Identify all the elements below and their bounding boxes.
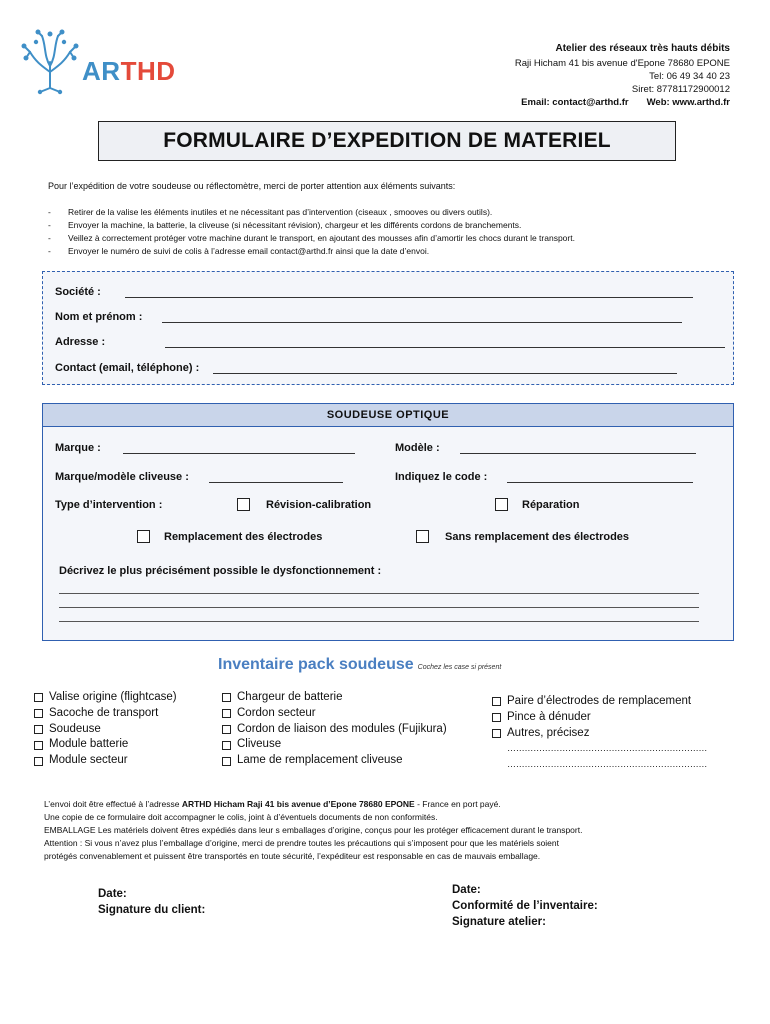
- inventaire-title: Inventaire pack soudeuse: [218, 656, 414, 673]
- remplacement-checkbox[interactable]: [137, 530, 150, 543]
- remplacement-label: Remplacement des électrodes: [164, 530, 323, 543]
- logo-text-thd: THD: [120, 56, 176, 86]
- logo-text: [82, 56, 176, 87]
- decrivez-label: Décrivez le plus précisément possible le dysfonctionnement :: [59, 565, 382, 577]
- company-name: Atelier des réseaux très hauts débits: [555, 43, 730, 54]
- atelier-date-label: Date:: [452, 884, 481, 896]
- inventaire-heading: [218, 656, 501, 674]
- conformite-label: Conformité de l’inventaire:: [452, 900, 598, 912]
- description-line-3[interactable]: [59, 621, 699, 622]
- inventaire-item[interactable]: Valise origine (flightcase): [34, 690, 177, 706]
- nom-label: Nom et prénom :: [55, 311, 143, 323]
- list-item: - Veillez à correctement protéger votre machine durant le transport, en ajoutant des mousses afin d’amortir les chocs durant le transport.: [48, 233, 575, 243]
- company-email: Email: contact@arthd.fr: [521, 97, 629, 108]
- instructions-list: [48, 206, 575, 258]
- checkbox-icon[interactable]: [34, 725, 43, 734]
- adresse-label: Adresse :: [55, 336, 106, 348]
- checkbox-icon[interactable]: [222, 757, 231, 766]
- checkbox-icon[interactable]: [222, 725, 231, 734]
- autres-line-1[interactable]: ……………………………………………………………: [507, 743, 708, 754]
- inventaire-item[interactable]: Chargeur de batterie: [222, 690, 447, 706]
- list-item: - Envoyer le numéro de suivi de colis à l’adresse email contact@arthd.fr ainsi que la date d’envoi.: [48, 246, 430, 256]
- reparation-option[interactable]: [495, 498, 579, 511]
- type-intervention-label: Type d’intervention :: [55, 499, 163, 511]
- company-web: Web: www.arthd.fr: [646, 97, 730, 108]
- checkbox-icon[interactable]: [34, 693, 43, 702]
- inventaire-item[interactable]: Paire d’électrodes de remplacement: [492, 694, 707, 710]
- nom-field[interactable]: [55, 311, 682, 323]
- atelier-signature-block[interactable]: [452, 882, 598, 930]
- marque-input[interactable]: [123, 443, 355, 454]
- remplacement-option[interactable]: [137, 530, 322, 543]
- code-field[interactable]: [395, 471, 693, 483]
- note-line: Attention : Si vous n’avez plus l’emballage d’origine, merci de prendre toutes les précautions qui s’imposent pour que les matériels soient: [44, 838, 560, 848]
- sans-remplacement-checkbox[interactable]: [416, 530, 429, 543]
- shipping-notes: [44, 798, 734, 863]
- cliveuse-label: Marque/modèle cliveuse :: [55, 471, 189, 483]
- marque-field[interactable]: [55, 442, 355, 454]
- soudeuse-section: [42, 403, 734, 641]
- checkbox-icon[interactable]: [492, 729, 501, 738]
- company-info: [515, 42, 730, 109]
- company-siret: Siret: 87781172900012: [631, 84, 730, 95]
- note-line: Une copie de ce formulaire doit accompagner le colis, joint à d’éventuels documents de non conformités.: [44, 812, 438, 822]
- code-input[interactable]: [507, 472, 693, 483]
- code-label: Indiquez le code :: [395, 471, 488, 483]
- description-line-2[interactable]: [59, 607, 699, 608]
- note-line: L’envoi doit être effectué à l’adresse ARTHD Hicham Raji 41 bis avenue d’Epone 78680 EPONE - France en port payé.: [44, 799, 501, 809]
- description-line-1[interactable]: [59, 593, 699, 594]
- societe-input[interactable]: [125, 287, 693, 298]
- sans-remplacement-option[interactable]: [416, 530, 629, 543]
- company-tel: Tel: 06 49 34 40 23: [649, 71, 730, 82]
- inventaire-item[interactable]: Cordon de liaison des modules (Fujikura): [222, 722, 447, 738]
- inventaire-col-2: [222, 690, 447, 769]
- inventaire-col-1: [34, 690, 177, 769]
- marque-label: Marque :: [55, 442, 101, 454]
- intro-text: Pour l’expédition de votre soudeuse ou réflectomètre, merci de porter attention aux éléments suivants:: [48, 181, 456, 191]
- form-title-box: [98, 121, 676, 161]
- checkbox-icon[interactable]: [222, 693, 231, 702]
- checkbox-icon[interactable]: [492, 713, 501, 722]
- inventaire-item[interactable]: Soudeuse: [34, 722, 177, 738]
- inventaire-item[interactable]: Cordon secteur: [222, 706, 447, 722]
- list-item: - Retirer de la valise les éléments inutiles et ne nécessitant pas d’intervention (ciseaux , smooves ou divers outils).: [48, 207, 493, 217]
- inventaire-item[interactable]: Sacoche de transport: [34, 706, 177, 722]
- atelier-signature-label: Signature atelier:: [452, 916, 546, 928]
- nom-input[interactable]: [162, 312, 682, 323]
- inventaire-item[interactable]: Module secteur: [34, 753, 177, 769]
- company-address: Raji Hicham 41 bis avenue d'Epone 78680 EPONE: [514, 58, 730, 69]
- checkbox-icon[interactable]: [34, 709, 43, 718]
- checkbox-icon[interactable]: [34, 741, 43, 750]
- client-info-section: [42, 271, 734, 385]
- societe-field[interactable]: [55, 286, 693, 298]
- inventaire-note: Cochez les case si présent: [417, 664, 502, 671]
- revision-checkbox[interactable]: [237, 498, 250, 511]
- inventaire-col-3: [492, 694, 707, 773]
- adresse-field[interactable]: [55, 336, 725, 348]
- contact-input[interactable]: [213, 363, 677, 374]
- inventaire-item[interactable]: Pince à dénuder: [492, 710, 707, 726]
- reparation-label: Réparation: [522, 498, 580, 511]
- revision-label: Révision-calibration: [266, 498, 372, 511]
- modele-input[interactable]: [460, 443, 696, 454]
- note-line: EMBALLAGE Les matériels doivent êtres expédiés dans leur s emballages d’origine, conçus pour les protéger efficacement durant le transport.: [44, 825, 583, 835]
- contact-field[interactable]: [55, 362, 677, 374]
- inventaire-item[interactable]: Cliveuse: [222, 737, 447, 753]
- client-signature-block[interactable]: [98, 886, 205, 918]
- modele-label: Modèle :: [395, 442, 440, 454]
- note-line: protégés convenablement et puissent être transportés en toute sécurité, l’expéditeur est responsable en cas de mauvais emballage.: [44, 851, 541, 861]
- client-signature-label: Signature du client:: [98, 904, 206, 916]
- sans-remplacement-label: Sans remplacement des électrodes: [445, 530, 630, 543]
- societe-label: Société :: [55, 286, 101, 298]
- checkbox-icon[interactable]: [222, 741, 231, 750]
- form-title: FORMULAIRE D’EXPEDITION DE MATERIEL: [163, 129, 611, 152]
- adresse-input[interactable]: [165, 337, 725, 348]
- contact-label: Contact (email, téléphone) :: [55, 362, 200, 374]
- inventaire-item[interactable]: Autres, précisez: [492, 726, 707, 742]
- cliveuse-field[interactable]: [55, 471, 343, 483]
- list-item: - Envoyer la machine, la batterie, la cliveuse (si nécessitant révision), chargeur et les différents cordons de branchements.: [48, 220, 522, 230]
- logo-text-ar: AR: [82, 56, 121, 86]
- client-date-label: Date:: [98, 888, 127, 900]
- checkbox-icon[interactable]: [492, 697, 501, 706]
- soudeuse-heading: SOUDEUSE OPTIQUE: [43, 404, 733, 427]
- modele-field[interactable]: [395, 442, 696, 454]
- arthd-logo: [18, 26, 188, 96]
- revision-option[interactable]: [237, 498, 371, 511]
- inventaire-item[interactable]: Lame de remplacement cliveuse: [222, 753, 447, 769]
- inventaire-item[interactable]: Module batterie: [34, 737, 177, 753]
- tree-icon: [18, 26, 88, 96]
- checkbox-icon[interactable]: [34, 757, 43, 766]
- reparation-checkbox[interactable]: [495, 498, 508, 511]
- cliveuse-input[interactable]: [209, 472, 343, 483]
- autres-line-2[interactable]: ……………………………………………………………: [507, 759, 708, 770]
- checkbox-icon[interactable]: [222, 709, 231, 718]
